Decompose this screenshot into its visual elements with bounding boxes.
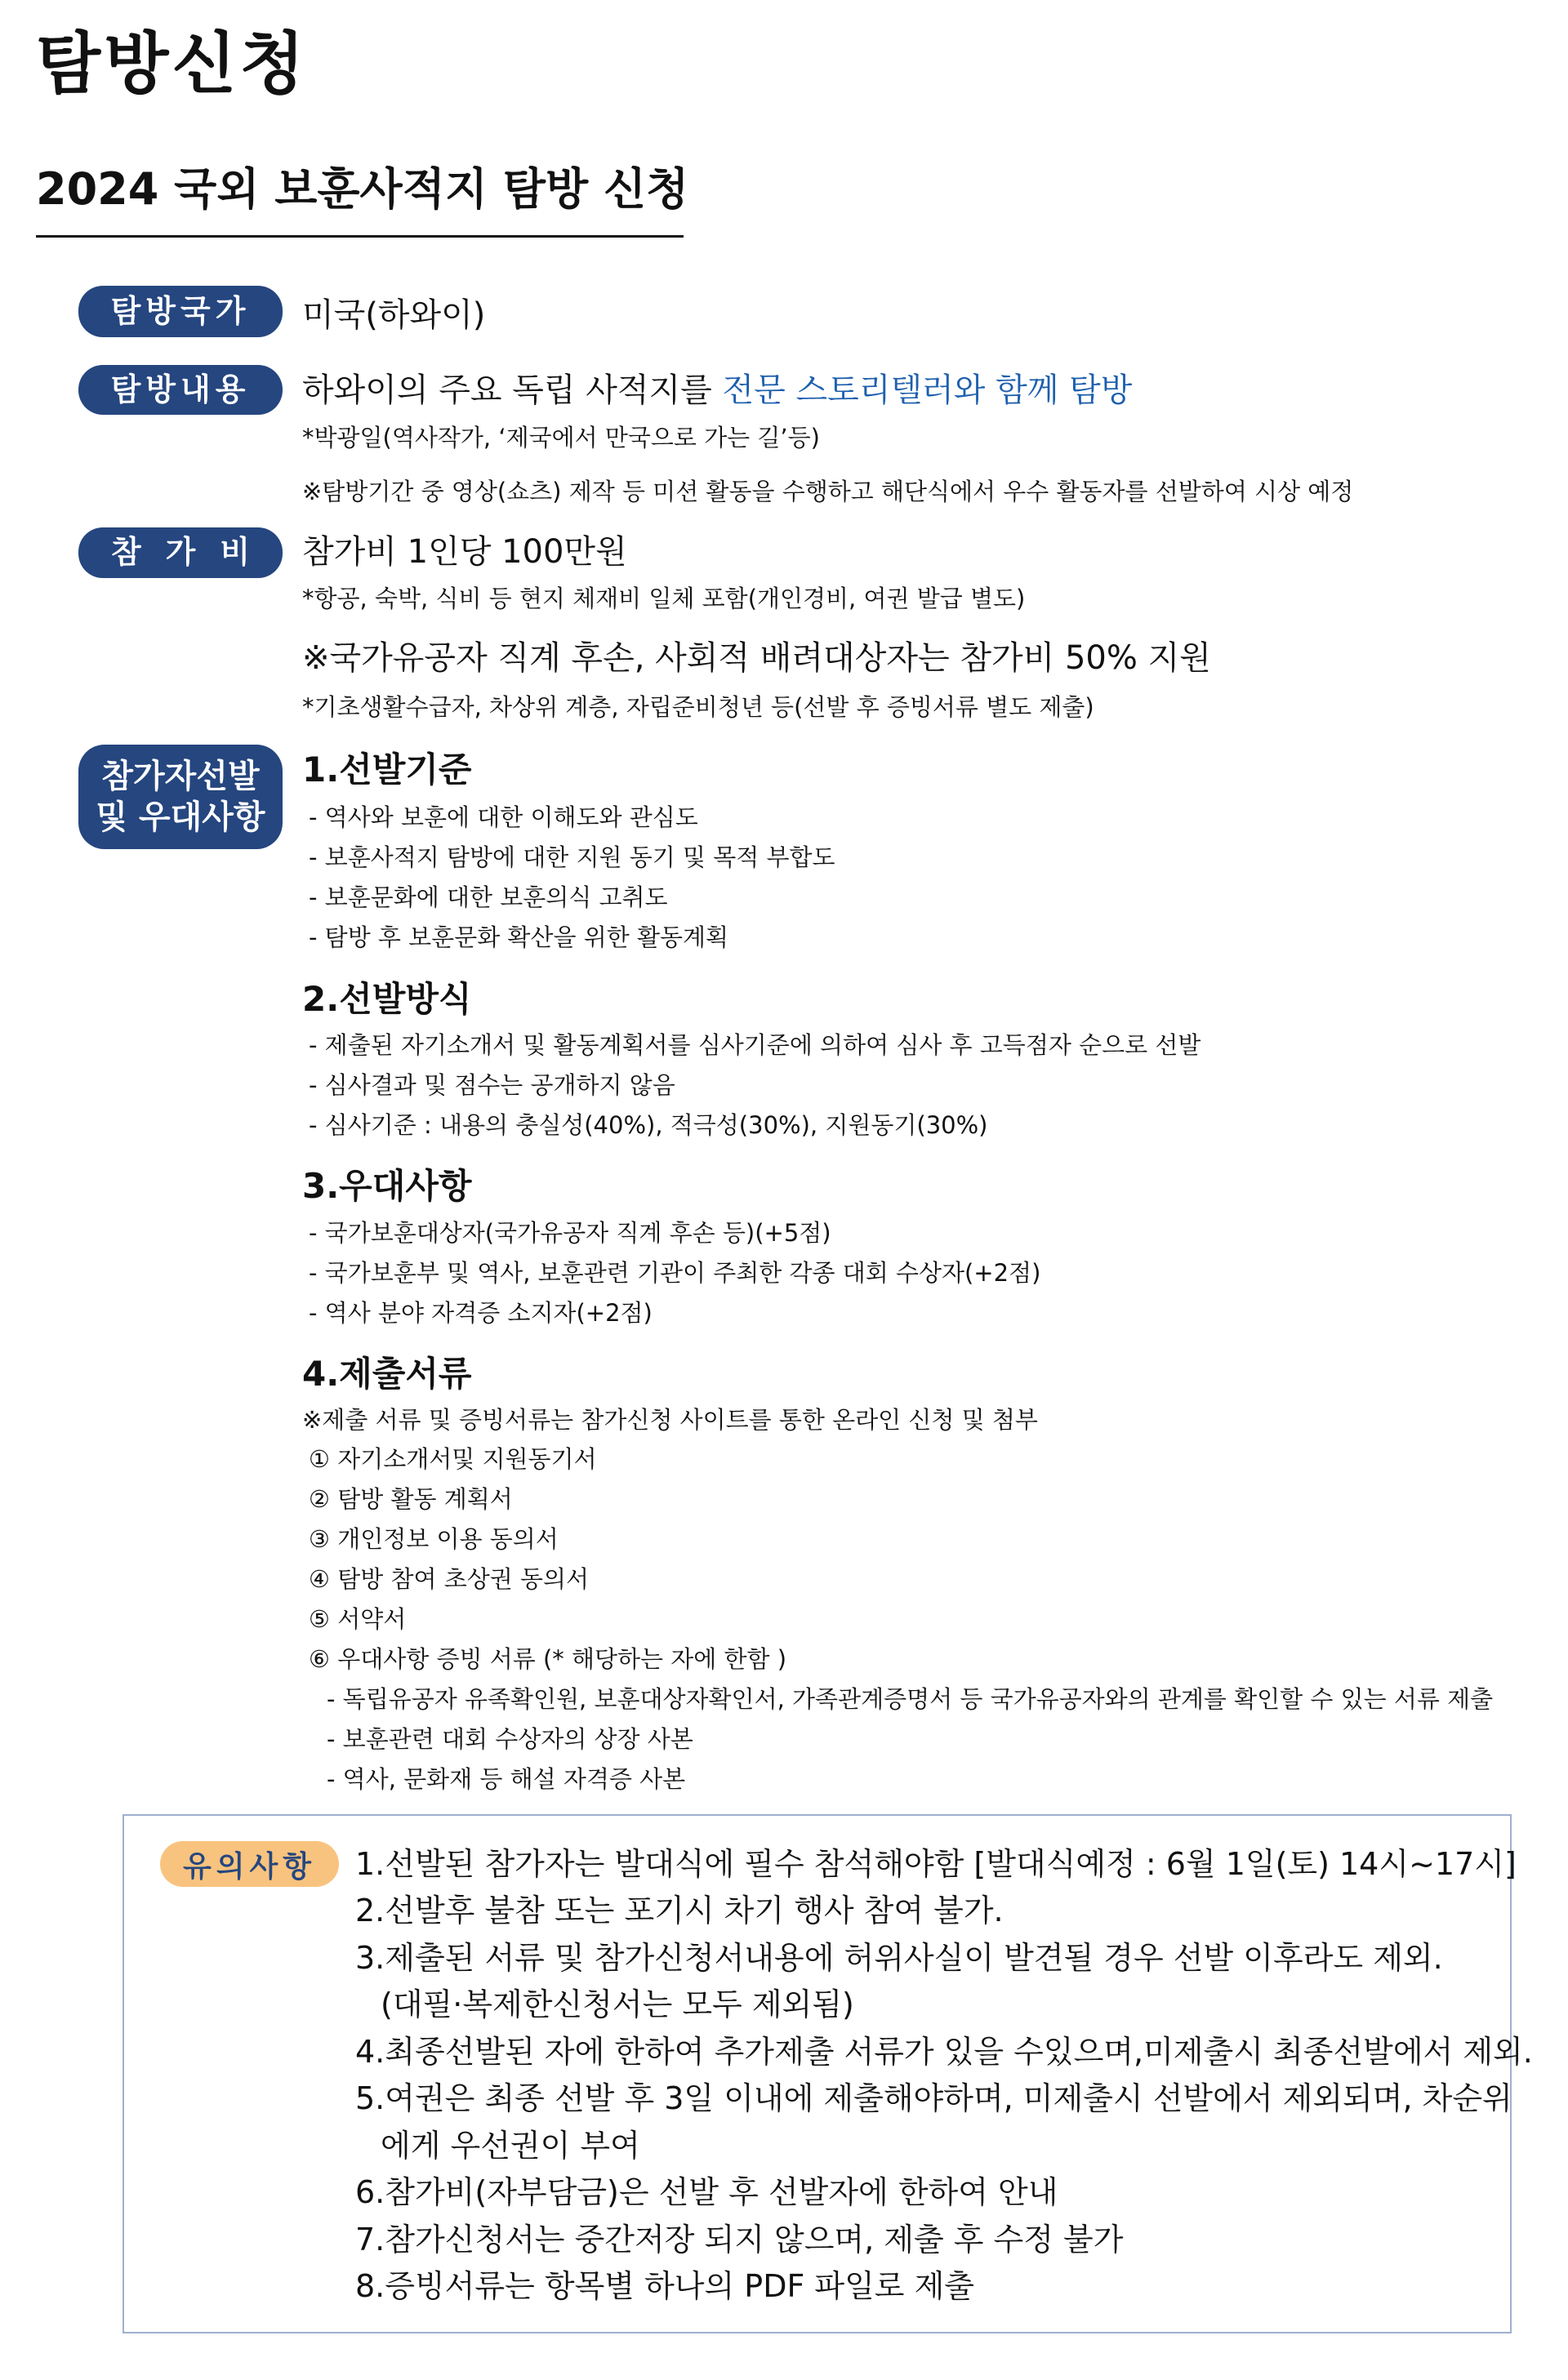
document-item: ⑤ 서약서 <box>309 1605 407 1633</box>
preference-title: 3.우대사항 <box>302 1166 472 1206</box>
notice-line: 2.선발후 불참 또는 포기시 차기 행사 참여 불가. <box>355 1893 1004 1928</box>
selection-label-text <box>96 756 265 838</box>
fee-label: 참가비 <box>78 527 283 578</box>
preference-item: - 역사 분야 자격증 소지자(+2점) <box>309 1299 653 1327</box>
content-label: 탐방내용 <box>78 365 283 415</box>
selection-label-line2: 및 우대사항 <box>96 799 265 836</box>
notice-line: 1.선발된 참가자는 발대식에 필수 참석해야함 [발대식예정 : 6월 1일(토) 14시~17시] <box>355 1846 1517 1882</box>
fee-main: 참가비 1인당 100만원 <box>302 533 627 571</box>
method-item: - 심사결과 및 점수는 공개하지 않음 <box>309 1071 675 1099</box>
criteria-item: - 보훈문화에 대한 보훈의식 고취도 <box>309 883 668 911</box>
fee-note-2: *기초생활수급자, 차상위 계층, 자립준비청년 등(선발 후 증빙서류 별도 제출) <box>302 693 1094 721</box>
notice-line: 에게 우선권이 부여 <box>381 2128 640 2164</box>
notice-line: 8.증빙서류는 항목별 하나의 PDF 파일로 제출 <box>355 2268 975 2304</box>
notice-line: 5.여권은 최종 선발 후 3일 이내에 제출해야하며, 미제출시 선발에서 제외되며, 차순위 <box>355 2080 1512 2116</box>
document-sub-item: - 보훈관련 대회 수상자의 상장 사본 <box>327 1725 693 1753</box>
notice-line: 4.최종선발된 자에 한하여 추가제출 서류가 있을 수있으며,미제출시 최종선발에서 제외. <box>355 2034 1533 2070</box>
document-item: ② 탐방 활동 계획서 <box>309 1485 513 1513</box>
content-main <box>302 371 1133 409</box>
fee-note-1: *항공, 숙박, 식비 등 현지 체재비 일체 포함(개인경비, 여권 발급 별도) <box>302 585 1026 612</box>
content-main-text: 하와이의 주요 독립 사적지를 <box>302 371 723 409</box>
page-title: 탐방신청 <box>36 25 308 103</box>
subtitle: 2024 국외 보훈사적지 탐방 신청 <box>36 163 689 215</box>
notice-label: 유의사항 <box>160 1841 339 1887</box>
country-value: 미국(하와이) <box>302 296 486 334</box>
criteria-item: - 보훈사적지 탐방에 대한 지원 동기 및 목적 부합도 <box>309 843 835 871</box>
criteria-title: 1.선발기준 <box>302 750 472 790</box>
content-note-2: ※탐방기간 중 영상(쇼츠) 제작 등 미션 활동을 수행하고 해단식에서 우수 활동자를 선발하여 시상 예정 <box>302 478 1354 505</box>
subtitle-underline <box>36 235 684 238</box>
method-title: 2.선발방식 <box>302 979 472 1019</box>
preference-item: - 국가보훈부 및 역사, 보훈관련 기관이 주최한 각종 대회 수상자(+2점) <box>309 1259 1041 1287</box>
country-label: 탐방국가 <box>78 286 283 337</box>
fee-support: ※국가유공자 직계 후손, 사회적 배려대상자는 참가비 50% 지원 <box>302 639 1211 677</box>
documents-title: 4.제출서류 <box>302 1354 472 1394</box>
method-item: - 제출된 자기소개서 및 활동계획서를 심사기준에 의하여 심사 후 고득점자 순으로 선발 <box>309 1031 1201 1059</box>
document-item: ① 자기소개서및 지원동기서 <box>309 1445 597 1473</box>
selection-label <box>78 745 283 849</box>
content-note-1: *박광일(역사작가, ‘제국에서 만국으로 가는 길’등) <box>302 424 820 452</box>
document-item: ⑥ 우대사항 증빙 서류 (* 해당하는 자에 한함 ) <box>309 1645 787 1673</box>
document-sub-item: - 역사, 문화재 등 해설 자격증 사본 <box>327 1765 686 1793</box>
notice-line: (대필·복제한신청서는 모두 제외됨) <box>381 1986 854 2022</box>
document-item: ④ 탐방 참여 초상권 동의서 <box>309 1565 590 1593</box>
content-highlight: 전문 스토리텔러와 함께 탐방 <box>722 371 1133 409</box>
document-item: ③ 개인정보 이용 동의서 <box>309 1525 559 1553</box>
criteria-item: - 탐방 후 보훈문화 확산을 위한 활동계획 <box>309 923 728 951</box>
selection-label-line1: 참가자선발 <box>101 758 260 795</box>
method-item: - 심사기준 : 내용의 충실성(40%), 적극성(30%), 지원동기(30%) <box>309 1111 988 1139</box>
notice-line: 7.참가신청서는 중간저장 되지 않으며, 제출 후 수정 불가 <box>355 2222 1124 2258</box>
documents-note: ※제출 서류 및 증빙서류는 참가신청 사이트를 통한 온라인 신청 및 첨부 <box>302 1406 1038 1434</box>
notice-line: 6.참가비(자부담금)은 선발 후 선발자에 한하여 안내 <box>355 2174 1058 2210</box>
criteria-item: - 역사와 보훈에 대한 이해도와 관심도 <box>309 803 698 831</box>
notice-line: 3.제출된 서류 및 참가신청서내용에 허위사실이 발견될 경우 선발 이후라도 제외. <box>355 1940 1443 1976</box>
preference-item: - 국가보훈대상자(국가유공자 직계 후손 등)(+5점) <box>309 1219 831 1247</box>
document-sub-item: - 독립유공자 유족확인원, 보훈대상자확인서, 가족관계증명서 등 국가유공자와의 관계를 확인할 수 있는 서류 제출 <box>327 1685 1494 1713</box>
